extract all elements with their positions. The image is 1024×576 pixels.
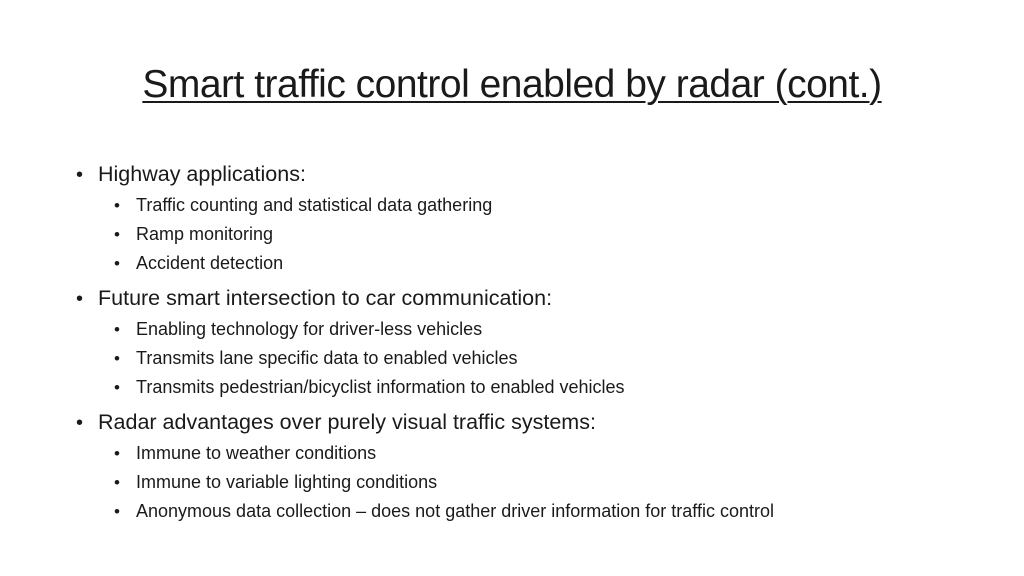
bullet-icon: •: [114, 349, 120, 368]
section-heading: Highway applications:: [98, 162, 306, 186]
list-item: Transmits pedestrian/bicyclist information to enabled vehicles: [136, 377, 625, 397]
section-heading: Radar advantages over purely visual traffic systems:: [98, 410, 596, 434]
bullet-icon: •: [114, 378, 120, 397]
sub-list: [114, 191, 976, 278]
bullet-level-1: [76, 158, 976, 191]
list-item: Ramp monitoring: [136, 224, 274, 244]
section-intersection: [76, 282, 976, 402]
list-item: Enabling technology for driver-less vehicles: [136, 319, 483, 339]
section-radar-advantages: [76, 406, 976, 526]
bullet-level-2: [114, 439, 976, 468]
bullet-list: [76, 154, 976, 526]
bullet-level-2: [114, 373, 976, 402]
bullet-icon: •: [114, 320, 120, 339]
bullet-level-2: [114, 191, 976, 220]
slide-title: Smart traffic control enabled by radar (cont.): [142, 63, 882, 106]
section-highway: [76, 158, 976, 278]
bullet-icon: •: [76, 412, 84, 434]
bullet-icon: •: [114, 196, 120, 215]
bullet-level-1: [76, 406, 976, 439]
bullet-level-2: [114, 497, 976, 526]
bullet-icon: •: [114, 225, 120, 244]
section-heading: Future smart intersection to car communication:: [98, 286, 553, 310]
bullet-level-2: [114, 249, 976, 278]
bullet-level-2: [114, 315, 976, 344]
list-item: Accident detection: [136, 253, 284, 273]
list-item: Immune to weather conditions: [136, 443, 377, 463]
sub-list: [114, 439, 976, 526]
bullet-icon: •: [114, 254, 120, 273]
bullet-level-2: [114, 468, 976, 497]
bullet-icon: •: [76, 164, 84, 186]
list-item: Traffic counting and statistical data gathering: [136, 195, 493, 215]
list-item: Transmits lane specific data to enabled vehicles: [136, 348, 518, 368]
list-item: Anonymous data collection – does not gather driver information for traffic control: [136, 501, 775, 521]
bullet-level-1: [76, 282, 976, 315]
list-item: Immune to variable lighting conditions: [136, 472, 438, 492]
bullet-icon: •: [114, 444, 120, 463]
sub-list: [114, 315, 976, 402]
bullet-level-2: [114, 220, 976, 249]
bullet-icon: •: [114, 473, 120, 492]
bullet-icon: •: [114, 502, 120, 521]
bullet-level-2: [114, 344, 976, 373]
bullet-icon: •: [76, 288, 84, 310]
